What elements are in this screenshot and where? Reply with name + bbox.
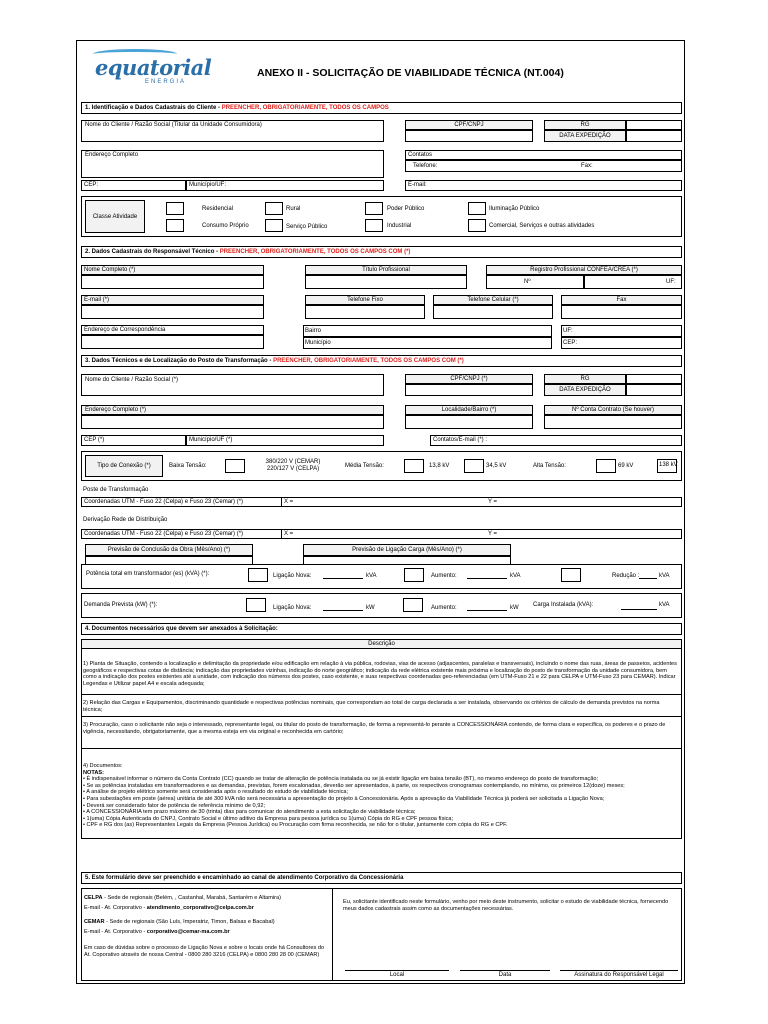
s1-cep-label: CEP:: [84, 182, 99, 188]
s1-chk-industrial[interactable]: [365, 219, 383, 232]
s2-municipio-field[interactable]: [303, 337, 552, 349]
s5-assinatura-line[interactable]: [560, 970, 678, 971]
s5-celpa-desc: - Sede de regionais (Belém, , Castanhal, Marabá, Santarém e Altamira): [102, 895, 282, 901]
s2-bairro-field[interactable]: [303, 325, 552, 337]
s2-registro-label: Registro Profissional CONFEA/CREA (*): [530, 267, 638, 273]
s4-nota-6: • A CONCESSIONÁRIA tem prazo máximo de 30 (trinta) dias para comunicar do atendimento a esta solicitação de viabilidade técnica;: [83, 809, 416, 816]
s3-dem-lig-unit: kW: [366, 605, 375, 611]
s3-chk-dem-lig[interactable]: [246, 598, 266, 612]
s3-dem-aum-unit: kW: [510, 605, 519, 611]
s2-email-field[interactable]: [81, 305, 264, 319]
s1-classe-label: Classe Atividade: [92, 214, 138, 220]
s3-chk-pot-aum[interactable]: [404, 568, 424, 582]
s1-opt-poder: Poder Público: [387, 206, 425, 212]
s2-fax-label: Fax: [616, 297, 627, 303]
s1-rg-label: RG: [580, 122, 590, 128]
s3-chk-dem-aum[interactable]: [403, 598, 423, 612]
s3-pot-lig-line[interactable]: [323, 578, 363, 579]
s3-demanda-label: Demanda Prevista (kW) (*):: [84, 602, 158, 608]
s2-nome-field[interactable]: [81, 275, 264, 289]
s5-assinatura-label: Assinatura do Responsável Legal: [574, 972, 664, 978]
s2-tel-fixo-field[interactable]: [305, 305, 425, 319]
section-3-header: 3. Dados Técnicos e de Localização do Posto de Transformação - PREENCHER, OBRIGATORIAMENTE, TODOS OS CAMPOS COM (*): [81, 355, 682, 367]
s4-item-1: 1) Planta de Situação, contendo a localização e delimitação da propriedade e/ou edificação em relação à via pública, rodovias, vias de acesso (adjascentes, paralelas e transversais), incluindo o nome das ruas, áreas de passeios, acidentes geográficos e respectivas cotas de distância; indicação das propriedades vizinhas, indicação do norte geográfico; indicação da rede elétrica existente mais próxima e localização do posto de transformação da unidade consumidora, bem como a indicação dos postes existentes até a unidade, com indicação dos números dos postes, caso existente, e suas respectivas coordenadas geo-referenciadas (em UTM-Fuso 21 e 22 para CELPA e UTM-Fuso 23 para CEMAR). Indicar Legendas e Utilizar papel A4 e escala adequada;: [83, 661, 677, 687]
s3-prev-obra-label: Previsão de Conclusão da Obra (Mês/Ano) (*): [107, 547, 231, 553]
s3-conta-field[interactable]: [544, 415, 682, 429]
s4-notas-title: NOTAS:: [83, 769, 105, 776]
s3-endereco-label: Endereço Completo (*): [85, 407, 147, 413]
s5-declaracao: Eu, solicitante identificado neste formulário, venho por meio deste instrumento, solicitar o estudo de viabilidade técnica, fornecendo meus dados cadastrais assim como as documentações necessárias.: [343, 899, 669, 912]
s2-registro-n-field[interactable]: [486, 275, 584, 289]
s1-chk-rural[interactable]: [265, 202, 283, 215]
s1-contatos-header: [405, 150, 682, 160]
s3-carga-line[interactable]: [621, 609, 657, 610]
s5-cemar-name: CEMAR: [84, 919, 105, 925]
s3-v138b-label: 138 kV: [659, 462, 678, 468]
s3-poste-y-label: Y =: [488, 499, 498, 505]
s3-contatos-label: Contatos/E-mail (*) :: [433, 437, 488, 443]
s3-chk-baixa[interactable]: [225, 459, 245, 473]
s3-potencia-label: Potência total em transformador (es) (kVA) (*):: [86, 571, 210, 577]
form-sheet: [76, 40, 685, 984]
s1-opt-industrial: Industrial: [387, 223, 412, 229]
section-1-header: 1. Identificação e Dados Cadastrais do Cliente - PREENCHER, OBRIGATORIAMENTE, TODOS OS CAMPOS: [81, 102, 682, 114]
s1-endereco-label: Endereço Completo: [85, 152, 139, 158]
s2-cep-field[interactable]: [561, 337, 682, 349]
s2-tel-cel-field[interactable]: [433, 305, 553, 319]
s5-celpa-name: CELPA: [84, 895, 103, 901]
s3-conta-label: Nº Conta Contrato (Se houver): [572, 407, 654, 413]
divider: [281, 529, 282, 539]
section-5-header: 5. Este formulário deve ser preenchido e encaminhado ao canal de atendimento Corporativo da Concessionária: [81, 872, 682, 884]
s5-cemar-email[interactable]: corporativo@cemar-ma.com.br: [146, 928, 230, 935]
s4-nota-8: • CPF e RG dos (as) Representantes Legais da Empresa (Pessoa Jurídica) ou Procuração com firma reconhecida, se não for o titular, juntamente com cópia do RG e CPF.: [83, 822, 508, 829]
s2-uf-field[interactable]: [561, 325, 682, 337]
s2-uf2-label: UF:: [563, 328, 573, 334]
s1-email-label: E-mail:: [408, 182, 427, 188]
s1-telefone-label: Telefone:: [413, 163, 438, 169]
s1-chk-comercial[interactable]: [468, 219, 486, 232]
s1-data-exp-label: DATA EXPEDIÇÃO: [559, 133, 611, 139]
s3-pot-red-unit: kVA: [659, 573, 670, 579]
s3-deriv-coord-label: Coordenadas UTM - Fuso 22 (Celpa) e Fuso 23 (Cemar) (*): [84, 531, 244, 537]
s2-fax-field[interactable]: [561, 305, 682, 319]
s3-carga-unit: kVA: [659, 602, 670, 608]
s3-cep-label: CEP (*): [84, 437, 105, 443]
s2-cep-label: CEP:: [563, 340, 578, 346]
s5-cemar: [84, 919, 329, 935]
s1-email-field[interactable]: [405, 180, 682, 191]
s5-data-line[interactable]: [460, 970, 550, 971]
divider: [81, 716, 682, 717]
s3-dem-aum-label: Aumento:: [431, 605, 457, 611]
divider: [332, 888, 333, 981]
s1-contatos-label: Contatos: [408, 152, 433, 158]
s1-opt-residencial: Residencial: [202, 206, 234, 212]
s5-local-line[interactable]: [345, 970, 449, 971]
s1-opt-ilum: Iluminação Público: [489, 206, 540, 212]
s3-pot-red-line[interactable]: [639, 578, 657, 579]
s2-titulo-label: Título Profissional: [362, 267, 410, 273]
s3-cpf-label: CPF/CNPJ (*): [450, 376, 488, 382]
s2-email-label: E-mail (*): [84, 297, 109, 303]
s4-nota-2: • Se as potências instaladas em transformadores e as demandas, previstas, forem escalonadas, deverão ser apresentados, à parte, os respectivos cronogramas contemplando, no mínimo, os primeiros 12(doze) meses;: [83, 782, 625, 789]
s3-chk-pot-red[interactable]: [561, 568, 581, 582]
s3-municipio-label: Município/UF (*): [189, 437, 233, 443]
s3-pot-aum-unit: kVA: [510, 573, 521, 579]
s3-pot-lig-label: Ligação Nova:: [273, 573, 312, 579]
s3-prev-lig-label: Previsão de Ligação Carga (Mês/Ano) (*): [352, 547, 462, 553]
s2-nome-label: Nome Completo (*): [84, 267, 136, 273]
s2-endereco-field[interactable]: [81, 335, 264, 349]
s1-opt-comercial: Comercial, Serviços e outras atividades: [489, 223, 595, 229]
s3-alta-label: Alta Tensão:: [533, 463, 566, 469]
s3-dem-lig-label: Ligação Nova:: [273, 605, 312, 611]
s3-endereco-field[interactable]: [81, 415, 384, 429]
s1-rg-field[interactable]: [626, 120, 682, 130]
s1-municipio-label: Município/UF:: [189, 182, 227, 188]
s3-poste-label: Poste de Transformação: [83, 487, 149, 493]
s2-endereco-label: Endereço de Correspondência: [84, 327, 166, 333]
s3-rg-label: RG: [580, 376, 590, 382]
s3-dem-lig-line[interactable]: [323, 610, 363, 611]
section-2-header: 2. Dados Cadastrais do Responsável Técnico - PREENCHER, OBRIGATORIAMENTE, TODOS OS CAMPOS COM (*): [81, 246, 682, 258]
s3-chk-pot-lig[interactable]: [248, 568, 268, 582]
logo-subtext: ENERGIA: [145, 79, 187, 85]
s3-localidade-label: Localidade/Bairro (*): [441, 407, 497, 413]
s3-carga-label: Carga Instalada (kVA):: [533, 602, 594, 608]
s3-pot-aum-label: Aumento:: [431, 573, 457, 579]
s4-nota-5: • Deverá ser considerado fator de potência de referência mínimo de 0,92;: [83, 802, 265, 809]
s3-poste-x-label: X =: [284, 499, 294, 505]
s2-tel-fixo-label: Telefone Fixo: [347, 297, 383, 303]
s3-poste-coord-label: Coordenadas UTM - Fuso 22 (Celpa) e Fuso 23 (Cemar) (*): [84, 499, 244, 505]
s1-chk-servico[interactable]: [265, 219, 283, 232]
s3-data-exp-label: DATA EXPEDIÇÃO: [559, 387, 611, 393]
s3-dem-aum-line[interactable]: [467, 610, 507, 611]
s1-chk-ilum[interactable]: [468, 202, 486, 215]
s5-local-label: Local: [389, 972, 405, 978]
s5-data-label: Data: [498, 972, 512, 978]
s3-nome-label: Nome do Cliente / Razão Social (*): [85, 377, 179, 383]
s1-nome-label: Nome do Cliente / Razão Social (Titular da Unidade Consumidora): [85, 122, 262, 128]
s3-media-label: Média Tensão:: [345, 463, 384, 469]
s4-item-2: 2) Relação das Cargas e Equipamentos, discriminando quantidade e respectivas potências nominais, que correspondam ao total de carga declarada a ser instalada, observando os critérios de cálculo de demanda previstos na norma técnica;: [83, 700, 660, 713]
s3-v345-label: 34,5 kV: [486, 463, 507, 469]
s3-baixa-opts: 380/220 V (CEMAR) 220/127 V (CELPA): [265, 459, 321, 472]
s1-chk-poder[interactable]: [365, 202, 383, 215]
divider: [81, 748, 682, 749]
s4-item-4: [83, 763, 680, 829]
s3-v69-label: 69 kV: [618, 463, 634, 469]
s1-cpf-label: CPF/CNPJ: [454, 122, 484, 128]
s3-pot-red-label: Redução :: [612, 573, 640, 579]
s1-opt-consumo: Consumo Próprio: [202, 223, 249, 229]
s2-titulo-field[interactable]: [305, 275, 467, 289]
s5-cemar-desc: - Sede de regionais (São Luís, Imperatriz, Timon, Balsas e Bacabal): [104, 919, 275, 925]
s1-chk-residencial[interactable]: [166, 202, 184, 215]
s1-opt-servico: Serviço Público: [286, 224, 328, 230]
divider: [281, 497, 282, 507]
s4-nota-4: • Para subestações em poste (aérea) unitária de até 300 kVA não será necessária a apresentação do projeto à Concessionária. Após a aprovação da Viabilidade Técnica já poderá ser solicitada a Ligação Nova;: [83, 795, 605, 802]
s5-duvidas: Em caso de dúvidas sobre o processo de Ligação Nova e sobre o locais onde há Consultores do At. Coporativo através de nossa Central - 0800 280 3216 (CELPA) e 0800 280 28 00 (CEMAR): [84, 945, 325, 958]
s3-data-exp-field[interactable]: [626, 384, 682, 396]
s1-data-exp-field[interactable]: [626, 130, 682, 142]
s3-chk-345[interactable]: [464, 459, 484, 473]
s4-descricao-label: Descrição: [368, 641, 395, 647]
s4-nota-7: • 1(uma) Cópia Autenticada do CNPJ, Contrato Social e último aditivo da Empresa para pessoa jurídica ou 1(uma) Cópia do RG e CPF pessoa física;: [83, 815, 454, 822]
logo-text: equatorial: [95, 55, 212, 80]
s3-v138-label: 13,8 kV: [429, 463, 450, 469]
s4-nota-1: • É indispensável informar o número da Conta Contrato (CC) quando se tratar de alteração de potência instalada ou se já existir ligação em baixa tensão (BT), no mesmo endereço do posto de transformação;: [83, 776, 598, 783]
s3-pot-aum-line[interactable]: [467, 578, 507, 579]
form-title: ANEXO II - SOLICITAÇÃO DE VIABILIDADE TÉCNICA (NT.004): [257, 67, 564, 79]
s4-item-3: 3) Procuração, caso o solicitante não seja o interessado, representante legal, ou titular do posto de transformação, de forma a representá-lo perante a CONCESSIONÁRIA contendo, de forma clara e específica, os poderes e o prazo de vigência, necessitando, obrigatoriamente, que a mesma esteja em via original e reconhecida em cartório;: [83, 722, 666, 735]
s3-localidade-field[interactable]: [405, 415, 533, 429]
s3-tipo-conexao-label: Tipo de Conexão (*): [97, 463, 151, 469]
s3-rg-field[interactable]: [626, 374, 682, 384]
s1-telefone-field[interactable]: [405, 160, 682, 172]
s3-pot-lig-unit: kVA: [366, 573, 377, 579]
s2-uf-label: UF:: [666, 279, 676, 285]
s3-cpf-field[interactable]: [405, 384, 533, 396]
s5-celpa-email-label: E-mail - At. Corporativo -: [84, 904, 147, 911]
s5-cemar-email-label: E-mail - At. Corporativo -: [84, 928, 147, 935]
s2-bairro-label: Bairro: [305, 328, 322, 334]
s5-celpa-email[interactable]: atendimento_corporativo@celpa.com.br: [146, 904, 254, 911]
s1-cpf-field[interactable]: [405, 130, 533, 142]
s5-celpa: [84, 895, 329, 911]
s3-deriv-x-label: X =: [284, 531, 294, 537]
section-4-header: 4. Documentos necessários que devem ser anexados à Solicitação:: [81, 623, 682, 635]
s3-baixa-label: Baixa Tensão:: [169, 463, 207, 469]
s3-chk-69[interactable]: [596, 459, 616, 473]
s4-item-4-title: 4) Documentos:: [83, 763, 123, 769]
logo: [77, 41, 212, 97]
s2-n-label: Nº: [524, 279, 531, 285]
s3-chk-138[interactable]: [404, 459, 424, 473]
s1-chk-consumo[interactable]: [166, 219, 184, 232]
s3-derivacao-label: Derivação Rede de Distribuição: [83, 517, 168, 523]
s4-nota-3: • A análise de projeto elétrico somente será considerada após o resultado do estudo de viabilidade técnica;: [83, 789, 349, 796]
s1-opt-rural: Rural: [286, 206, 301, 212]
s1-fax-label: Fax:: [581, 163, 593, 169]
s2-tel-cel-label: Telefone Celular (*): [467, 297, 519, 303]
s2-municipio-label: Município: [305, 340, 331, 346]
divider: [81, 694, 682, 695]
s3-deriv-y-label: Y =: [488, 531, 498, 537]
